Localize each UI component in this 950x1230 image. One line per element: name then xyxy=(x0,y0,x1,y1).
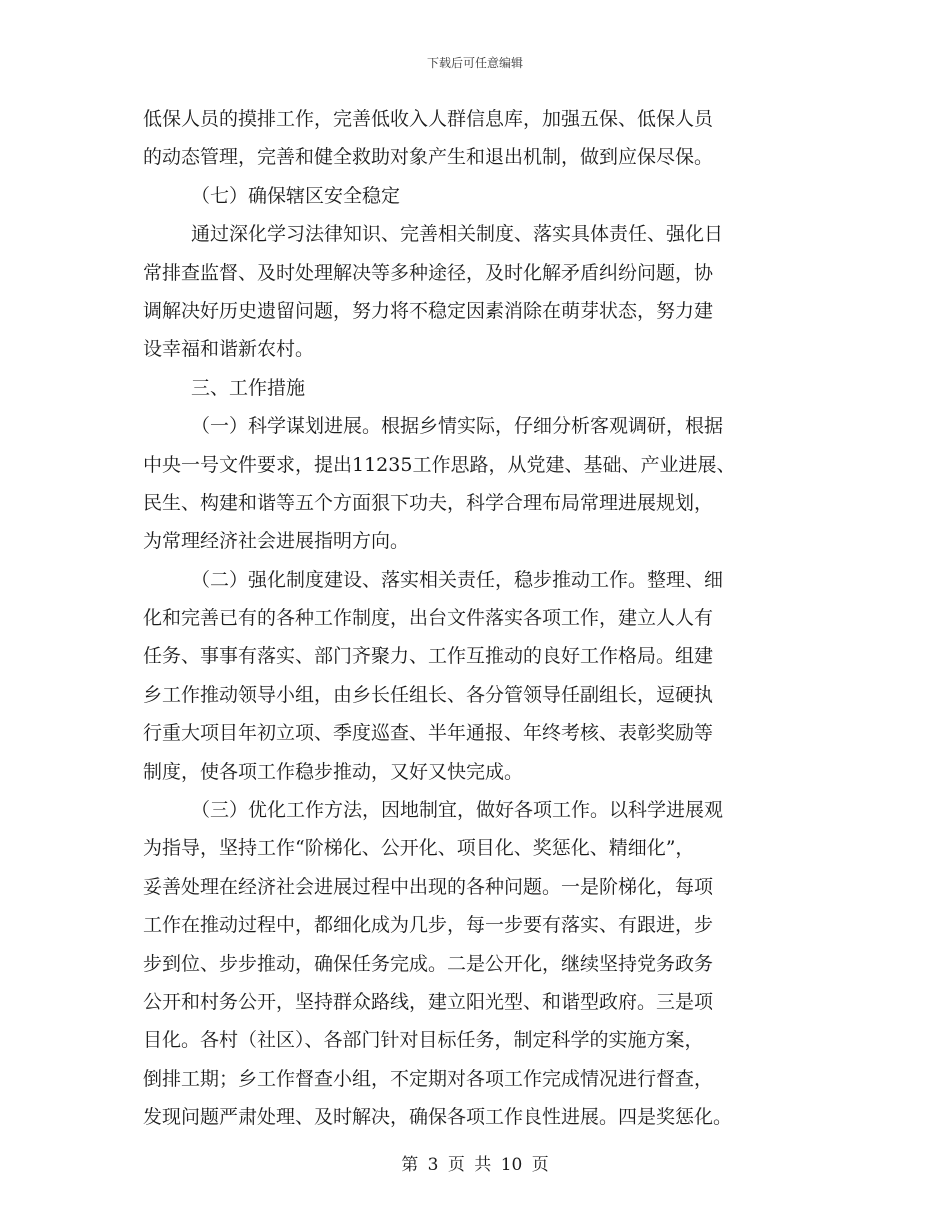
body-line: （一）科学谋划进展。根据乡情实际，仔细分析客观调研，根据 xyxy=(191,415,724,438)
body-line: 任务、事事有落实、部门齐聚力、工作互推动的良好工作格局。组建 xyxy=(143,645,714,668)
body-line: 发现问题严肃处理、及时解决，确保各项工作良性进展。四是奖惩化。 xyxy=(143,1106,733,1129)
body-line: 常排查监督、及时处理解决等多种途径，及时化解矛盾纠纷问题，协 xyxy=(143,261,714,284)
body-line: 为常理经济社会进展指明方向。 xyxy=(143,530,410,553)
body-line: 中央一号文件要求，提出11235工作思路，从党建、基础、产业进展、 xyxy=(143,453,736,476)
body-line: 低保人员的摸排工作，完善低收入人群信息库，加强五保、低保人员 xyxy=(143,108,714,130)
body-line: 乡工作推动领导小组，由乡长任组长、各分管领导任副组长，逗硬执 xyxy=(143,683,714,706)
body-line: 公开和村务公开，坚持群众路线，建立阳光型、和谐型政府。三是项 xyxy=(143,990,714,1013)
body-line: 步到位、步步推动，确保任务完成。二是公开化，继续坚持党务政务 xyxy=(143,952,714,975)
body-line: 为指导，坚持工作“阶梯化、公开化、项目化、奖惩化、精细化”， xyxy=(143,837,695,860)
page-number-footer: 第 3 页 共 10 页 xyxy=(401,1155,549,1175)
body-line: 调解决好历史遗留问题，努力将不稳定因素消除在萌芽状态，努力建 xyxy=(143,299,714,322)
body-line: 行重大项目年初立项、季度巡查、半年通报、年终考核、表彰奖励等 xyxy=(143,722,714,745)
section-heading: （七）确保辖区安全稳定 xyxy=(191,184,401,207)
body-line: 化和完善已有的各种工作制度，出台文件落实各项工作，建立人人有 xyxy=(143,607,714,630)
body-line: （二）强化制度建设、落实相关责任，稳步推动工作。整理、细 xyxy=(191,568,724,591)
body-line: 目化。各村（社区）、各部门针对目标任务，制定科学的实施方案， xyxy=(143,1029,704,1052)
body-line: （三）优化工作方法，因地制宜，做好各项工作。以科学进展观 xyxy=(191,799,724,822)
body-line: 的动态管理，完善和健全救助对象产生和退出机制，做到应保尽保。 xyxy=(143,146,714,169)
section-heading: 三、工作措施 xyxy=(191,376,306,399)
body-line: 制度，使各项工作稳步推动，又好又快完成。 xyxy=(143,760,524,783)
body-line: 通过深化学习法律知识、完善相关制度、落实具体责任、强化日 xyxy=(191,223,724,246)
body-line: 倒排工期；乡工作督查小组，不定期对各项工作完成情况进行督查， xyxy=(143,1067,714,1090)
body-line: 民生、构建和谐等五个方面狠下功夫，科学合理布局常理进展规划， xyxy=(143,491,714,514)
body-line: 妥善处理在经济社会进展过程中出现的各种问题。一是阶梯化，每项 xyxy=(143,875,714,898)
body-line: 工作在推动过程中，都细化成为几步，每一步要有落实、有跟进，步 xyxy=(143,914,714,937)
body-line: 设幸福和谐新农村。 xyxy=(143,338,315,361)
document-body xyxy=(143,100,807,1137)
page-header: 下载后可任意编辑 xyxy=(426,56,523,70)
